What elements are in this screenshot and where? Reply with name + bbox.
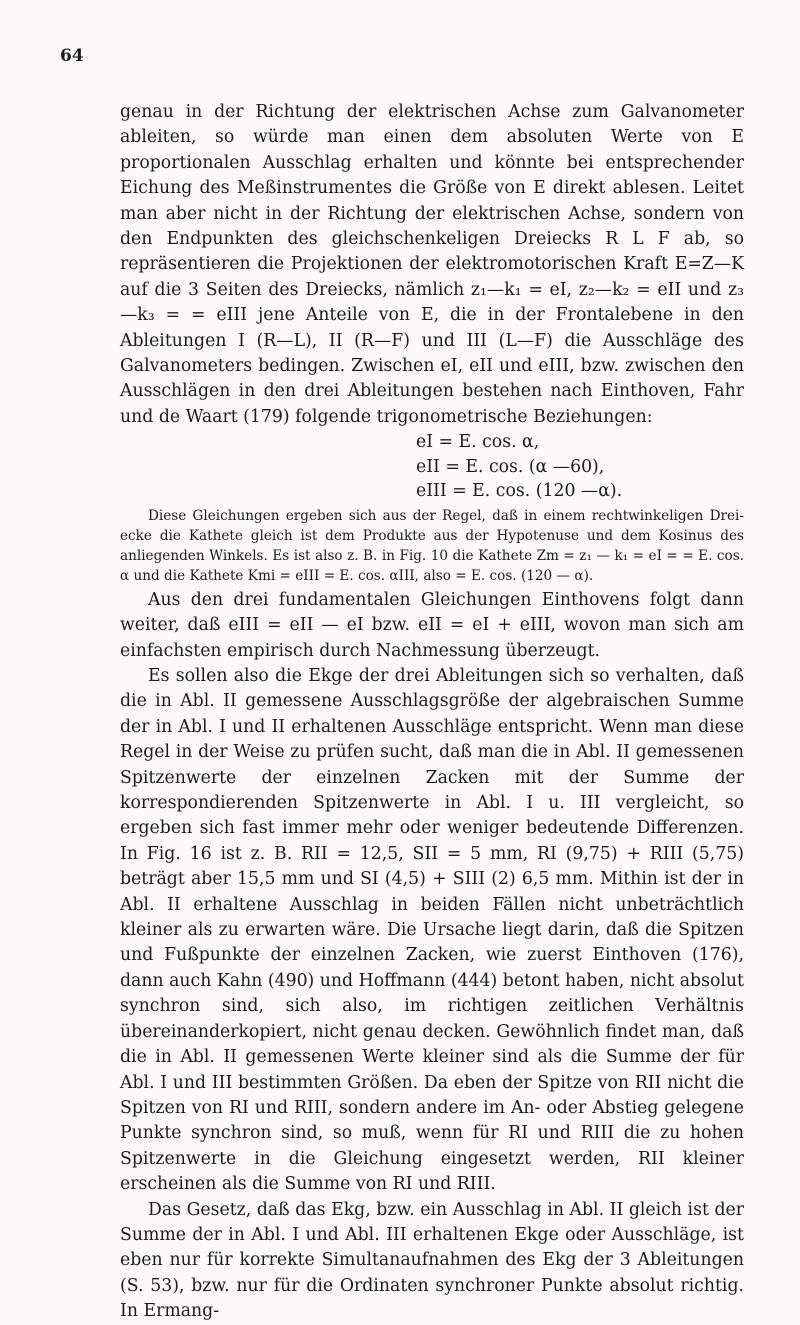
body-text: [120, 100, 744, 1325]
paragraph-3: Es sollen also die Ekge der drei Ableitungen sich so verhalten, daß die in Abl. II gemessene Ausschlagsgröße der algebraischen Summe der in Abl. I und II erhaltenen Ausschläge entspricht. Wenn man diese Regel in der Weise zu prüfen sucht, daß man die in Abl. II gemessenen Spitzenwerte der einzelnen Zacken mit der Summe der korrespondierenden Spitzenwerte in Abl. I u. III vergleicht, so ergeben sich fast immer mehr oder weniger bedeutende Differenzen. In Fig. 16 ist z. B. RII = 12,5, SII = 5 mm, RI (9,75) + RIII (5,75) beträgt aber 15,5 mm und SI (4,5) + SIII (2) 6,5 mm. Mithin ist der in Abl. II erhaltene Ausschlag in beiden Fällen nicht unbeträchtlich kleiner als zu erwarten wäre. Die Ursache liegt darin, daß die Spitzen und Fußpunkte der einzelnen Zacken, wie zuerst Einthoven (176), dann auch Kahn (490) und Hoffmann (444) betont haben, nicht absolut synchron sind, sich also, im richtigen zeitlichen Verhältnis übereinanderkopiert, nicht genau decken. Gewöhnlich findet man, daß die in Abl. II gemessenen Werte kleiner sind als die Summe der für Abl. I und III bestimmten Größen. Da eben der Spitze von RII nicht die Spitzen von RI und RIII, sondern andere im An- oder Abstieg gelegene Punkte synchron sind, so muß, wenn für RI und RIII die zu hohen Spitzenwerte in die Gleichung eingesetzt werden, RII kleiner erscheinen als die Summe von RI und RIII.: [120, 666, 744, 1195]
paragraph-4: Das Gesetz, daß das Ekg, bzw. ein Ausschlag in Abl. II gleich ist der Summe der in Abl. I und Abl. III erhaltenen Ekge oder Ausschläge, ist eben nur für korrekte Simultanaufnahmen des Ekg der 3 Ableitungen (S. 53), bzw. nur für die Ordinaten synchroner Punkte absolut richtig. In Ermang-: [120, 1199, 744, 1322]
equation-3: eIII = E. cos. (120 —α).: [416, 481, 623, 502]
page-number: 64: [60, 46, 84, 66]
equation-block: [416, 430, 744, 504]
small-print-note: Diese Gleichungen ergeben sich aus der Regel, daß in einem rechtwinkeligen Dreiecke die Kathete gleich ist dem Produkte aus der Hypotenuse und dem Kosinus des anliegenden Winkels. Es ist also z. B. in Fig. 10 die Kathete Zm = z₁ — k₁ = eI = = E. cos. α und die Kathete Kmi = eIII = E. cos. αIII, also = E. cos. (120 — α).: [120, 507, 744, 584]
equation-1: eI = E. cos. α,: [416, 432, 540, 453]
paragraph-1: genau in der Richtung der elektrischen Achse zum Galvanometer ableiten, so würde man einen dem absoluten Werte von E proportionalen Ausschlag erhalten und könnte bei entsprechender Eichung des Meßinstrumentes die Größe von E direkt ablesen. Leitet man aber nicht in der Richtung der elektrischen Achse, sondern von den Endpunkten des gleichschenkeligen Dreiecks R L F ab, so repräsentieren die Projektionen der elektromotorischen Kraft E=Z—K auf die 3 Seiten des Dreiecks, nämlich z₁—k₁ = eI, z₂—k₂ = eII und z₃—k₃ = = eIII jene Anteile von E, die in der Frontalebene in den Ableitungen I (R—L), II (R—F) und III (L—F) die Ausschläge des Galvanometers bedingen. Zwischen eI, eII und eIII, bzw. zwischen den Ausschlägen in den drei Ableitungen bestehen nach Einthoven, Fahr und de Waart (179) folgende trigonometrische Beziehungen:: [120, 102, 744, 427]
equation-2: eII = E. cos. (α —60),: [416, 456, 605, 477]
paragraph-2: Aus den drei fundamentalen Gleichungen Einthovens folgt dann weiter, daß eIII = eII — eI bzw. eII = eI + eIII, wovon man sich am einfachsten empirisch durch Nachmessung überzeugt.: [120, 589, 744, 661]
